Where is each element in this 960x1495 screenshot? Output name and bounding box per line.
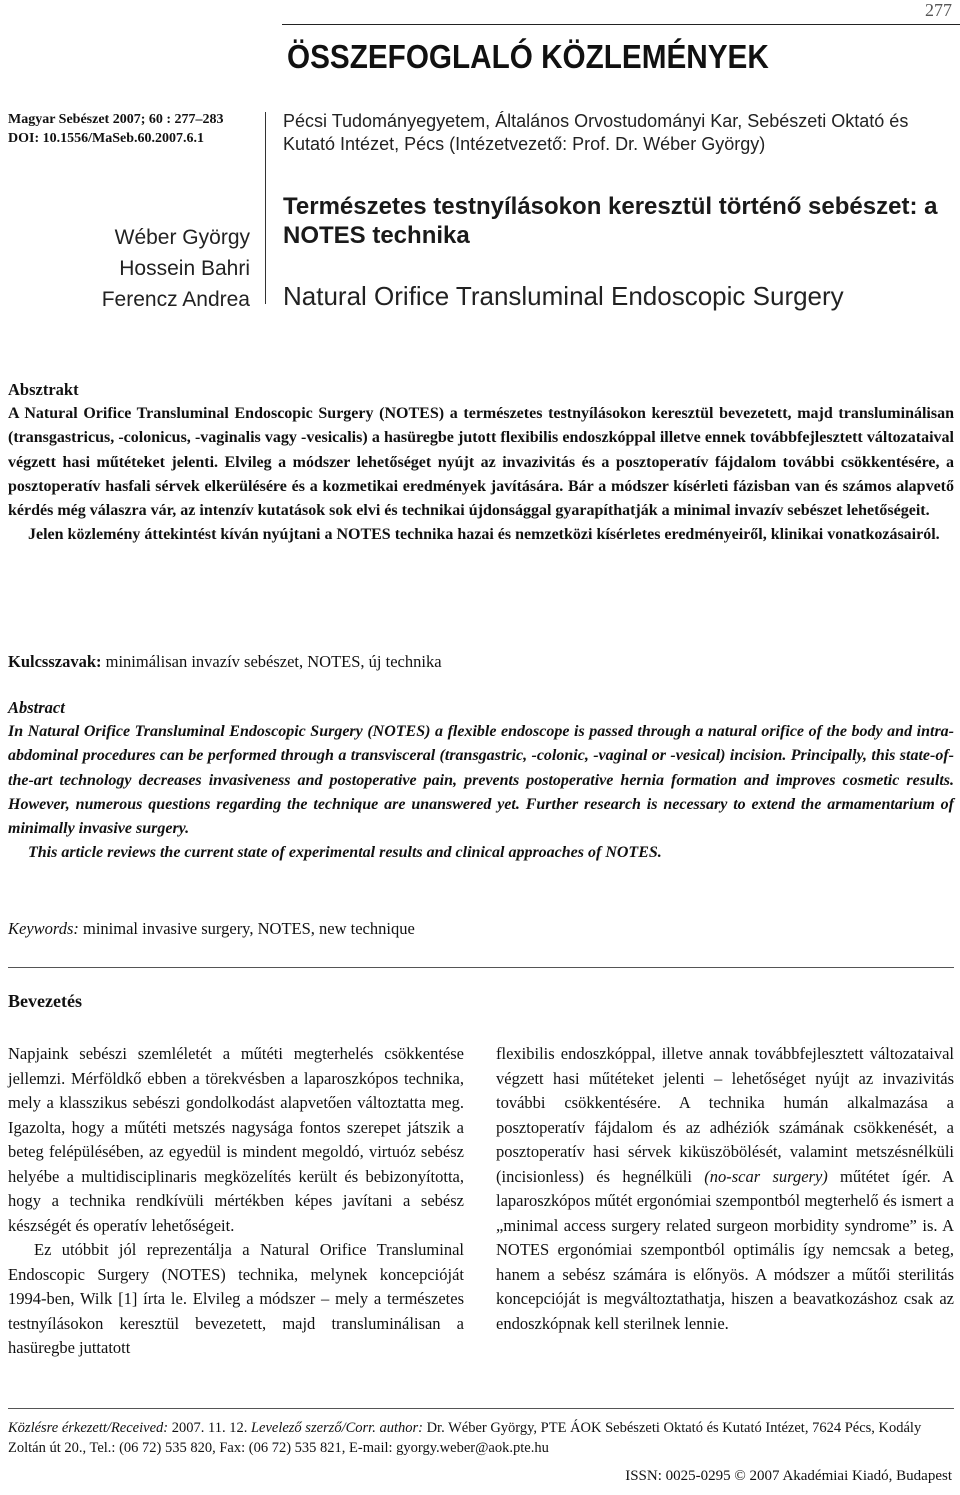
abstract-paragraph: A Natural Orifice Transluminal Endoscopic Surgery (NOTES) a természetes testnyílásokon keresztül bevezetett, majd transluminálisan (transgastricus, -colonicus, -vaginalis vagy -vesicalis) a hasüregbe jutott flexibilis endoszkóppal illetve ennek továbbfejlesztett változataival végzett hasi műtéteket jelenti. Elvileg a módszer lehetőséget nyújt az invazivitás és a posztoperatív fájdalom további csökkentésére, a posztoperatív hasfali sérvek elkerülésére és a kozmetikai eredmények javítására. Bár a módszer kísérleti fázisban van és számos alapvető kérdés még válaszra vár, az intenzív kutatások sok elvi és technikai újdonsággal gyarapíthatják a minimal invazív sebészet lehetőségeit. [8, 405, 954, 520]
section-heading: ÖSSZEFOGLALÓ KÖZLEMÉNYEK [287, 38, 769, 75]
header-rule [282, 24, 960, 25]
author-name: Ferencz Andrea [101, 288, 250, 311]
keywords-text: minimal invasive surgery, NOTES, new technique [78, 919, 415, 938]
received-label: Közlésre érkezett/Received: [8, 1420, 169, 1436]
corresponding-author-details: Dr. Wéber György, PTE ÁOK Sebészeti Oktató és Kutató Intézet, 7624 Pécs, Kodály Zoltán út 20., Tel.: (06 72) 535 820, Fax: (06 72) 535 821, E-mail: gyorgy.weber@aok.pte.hu [8, 1420, 922, 1456]
body-paragraph: Ez utóbbit jól reprezentálja a Natural Orifice Transluminal Endoscopic Surgery (NOTES) technika, melynek koncepcióját 1994-ben, Wilk [1] írta le. Elvileg a módszer – mely a természetes testnyílásokon keresztül bevezetett, majd transluminálisan a hasüregbe juttatott [8, 1240, 464, 1357]
received-date: 2007. 11. 12. [168, 1420, 251, 1436]
affiliation: Pécsi Tudományegyetem, Általános Orvostudományi Kar, Sebészeti Oktató és Kutató Intézet, Pécs (Intézetvezető: Prof. Dr. Wéber György) [283, 111, 909, 154]
author-list [10, 222, 250, 315]
keywords-label: Keywords: [8, 919, 79, 938]
body-text-emphasis: (no-scar surgery) [704, 1166, 828, 1186]
section-rule [8, 967, 954, 968]
abstract-paragraph: Jelen közlemény áttekintést kíván nyújtani a NOTES technika hazai és nemzetközi kísérletes eredményeiről, klinikai vonatkozásairól. [28, 526, 940, 544]
citation-block [8, 110, 224, 148]
abstract-hungarian [8, 378, 954, 547]
body-text: műtétet ígér. A laparoszkópos műtét ergonómiai szempontból megterhelő és ismert a „minimal access surgery related surgeon morbidity syndrome” is. A NOTES ergonómiai szempontból optimális így nemcsak a beteg, hanem a sebész számára is előnyös. A módszer a műtői sterilitás koncepcióját is megváltoztathatja, hiszen a beavatkozáshoz csak az endoszkópnak kell sterilnek lennie. [496, 1166, 954, 1333]
section-title-introduction: Bevezetés [8, 991, 82, 1011]
body-text: flexibilis endoszkóppal, illetve annak továbbfejlesztett változataival végzett hasi műtéteket jelenti – lehetőséget nyújt az invazivitás további csökkentésére. A technika humán alkalmazása a posztoperatív fájdalom és az adhéziók számának csökkenését, a posztoperatív hasi sérvek kiküszöbölését, valamint metszésnélküli (incisionless) és hegnélküli [496, 1044, 954, 1186]
abstract-heading: Abstract [8, 698, 65, 717]
footnote [8, 1418, 954, 1458]
abstract-english [8, 696, 954, 865]
corresponding-author-label: Levelező szerző/Corr. author: [250, 1420, 423, 1436]
footnote-rule [8, 1408, 954, 1409]
keywords-label: Kulcsszavak: [8, 652, 102, 671]
page-number: 277 [925, 0, 952, 20]
issn-line: ISSN: 0025-0295 © 2007 Akadémiai Kiadó, Budapest [625, 1468, 952, 1484]
abstract-heading: Absztrakt [8, 380, 79, 399]
article-title-english: Natural Orifice Transluminal Endoscopic Surgery [283, 281, 844, 311]
abstract-paragraph: In Natural Orifice Transluminal Endoscopic Surgery (NOTES) a flexible endoscope is passed through a natural orifice of the body and intra-abdominal procedures can be performed through a transvisceral (transgastric, -colonic, -vaginal or -vesical) incision. Principally, this state-of-the-art technology decreases invasiveness and postoperative pain, prevents postoperative hernia formation and improves cosmetic results. However, numerous questions regarding the technique are unanswered yet. Further research is necessary to extend the armamentarium of minimally invasive surgery. [8, 723, 954, 838]
doi-link[interactable]: DOI: 10.1556/MaSeb.60.2007.6.1 [8, 131, 204, 146]
author-name: Hossein Bahri [119, 257, 250, 280]
keywords-english [8, 917, 954, 941]
body-column-right [496, 1042, 954, 1336]
body-paragraph: Napjaink sebészi szemléletét a műtéti megterhelés csökkentése jellemzi. Mérföldkő ebben a törekvésben a laparoszkópos technika, mely a klasszikus sebészi gondolkodást alapvetően változtatta meg. Igazolta, hogy a műtéti metszés nagysága fontos szerepet játszik a beteg felépülésében, az egyedül is mindent megoldó, virtuóz sebész helyébe a multidisciplinaris megközelítés került és bebizonyította, hogy a technika rendkívüli mértékben képes javítani a sebész készségét és operatív lehetőségeit. [8, 1044, 464, 1235]
keywords-hungarian [8, 650, 954, 674]
abstract-paragraph: This article reviews the current state of experimental results and clinical approaches of NOTES. [28, 844, 662, 862]
keywords-text: minimálisan invazív sebészet, NOTES, új technika [101, 652, 442, 671]
journal-citation: Magyar Sebészet 2007; 60 : 277–283 [8, 112, 224, 127]
body-column-left [8, 1042, 464, 1361]
body-paragraph [496, 1042, 954, 1336]
article-title-hungarian: Természetes testnyílásokon keresztül történő sebészet: a NOTES technika [283, 193, 938, 249]
vertical-divider [265, 112, 266, 304]
author-name: Wéber György [114, 226, 250, 249]
